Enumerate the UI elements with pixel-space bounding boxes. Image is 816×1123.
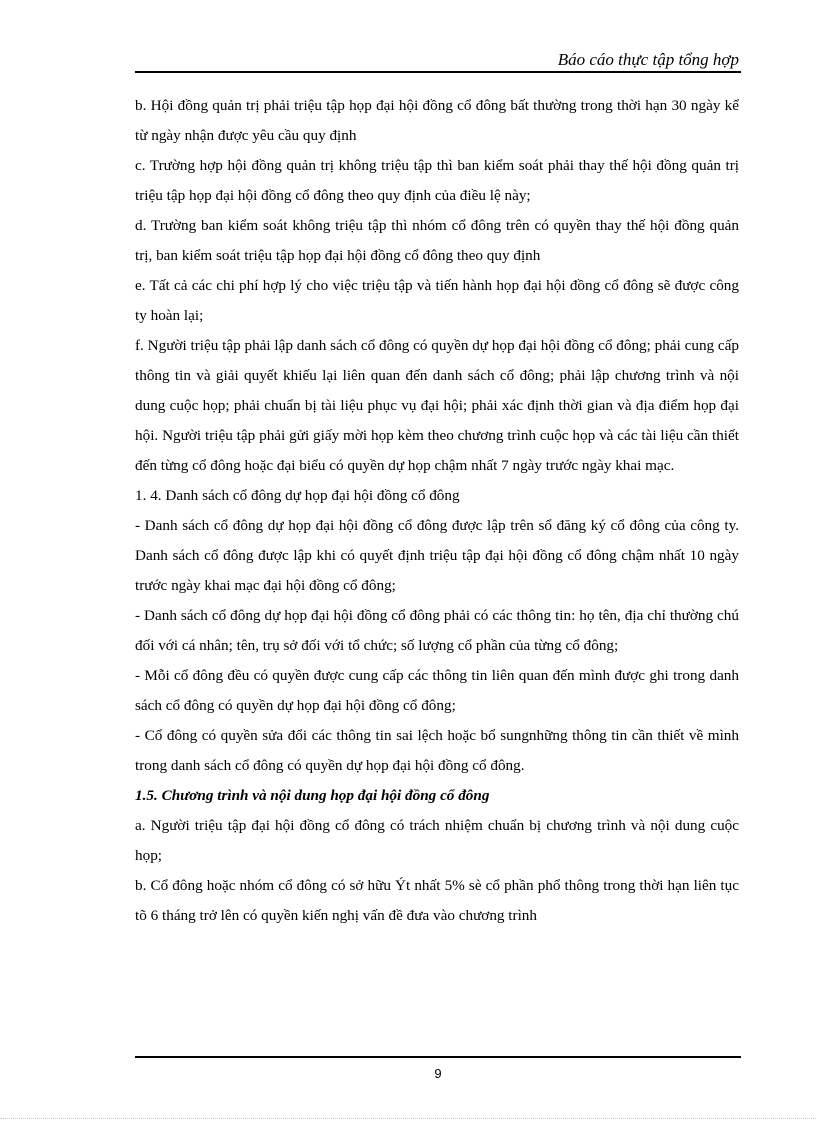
paragraph-d-shareholder-group: d. Trường ban kiểm soát không triệu tập thì nhóm cổ đông trên có quyền thay thế hội đồng quản trị, ban kiểm soát triệu tập họp đại hội đồng cổ đông theo quy định <box>135 217 739 264</box>
list-item-right-to-correct: - Cổ đông có quyền sửa đổi các thông tin sai lệch hoặc bổ sungnhững thông tin cần thiết về mình trong danh sách cổ đông có quyền dự họp đại hội đồng cổ đông. <box>135 727 739 774</box>
paragraph-e-costs: e. Tất cả các chi phí hợp lý cho việc triệu tập và tiến hành họp đại hội đồng cổ đông sẽ được công ty hoàn lại; <box>135 277 739 324</box>
footer-rule <box>135 1056 741 1058</box>
paragraph-b-agenda-proposal: b. Cổ đông hoặc nhóm cổ đông có sở hữu Ýt nhất 5% sè cổ phần phổ thông trong thời hạn liên tục tõ 6 tháng trở lên có quyền kiến nghị vấn đề đưa vào chương trình <box>135 877 739 924</box>
page-edge-divider <box>0 1118 816 1119</box>
paragraph-b-extraordinary-meeting: b. Hội đồng quản trị phải triệu tập họp đại hội đồng cổ đông bất thường trong thời hạn 30 ngày kể từ ngày nhận được yêu cầu quy định <box>135 97 739 144</box>
list-item-shareholder-register: - Danh sách cổ đông dự họp đại hội đồng cổ đông được lập trên sổ đăng ký cổ đông của công ty. Danh sách cổ đông được lập khi có quyết định triệu tập đại hội đồng cổ đông chậm nhất 10 ngày trước ngày khai mạc đại hội đồng cổ đông; <box>135 517 739 594</box>
paragraph-f-convener-duties: f. Người triệu tập phải lập danh sách cổ đông có quyền dự họp đại hội đồng cổ đông; phải cung cấp thông tin và giải quyết khiếu lại liên quan đến danh sách cổ đông; phải lập chương trình và nội dung cuộc họp; phải chuẩn bị tài liệu phục vụ đại hội; phải xác định thời gian và địa điểm họp đại hội. Người triệu tập phải gửi giấy mời họp kèm theo chương trình cuộc họp và các tài liệu cần thiết đến từng cổ đông hoặc đại biểu có quyền dự họp chậm nhất 7 ngày trước ngày khai mạc. <box>135 337 740 474</box>
list-item-required-info: - Danh sách cổ đông dự họp đại hội đồng cổ đông phải có các thông tin: họ tên, địa chỉ thường chú đối với cá nhân; tên, trụ sở đối với tổ chức; số lượng cổ phần của từng cổ đông; <box>135 607 739 654</box>
page-body <box>135 91 739 931</box>
section-1-5-heading: 1.5. Chương trình và nội dung họp đại hội đồng cổ đông <box>135 787 490 804</box>
running-header-title: Báo cáo thực tập tổng hợp <box>557 50 739 69</box>
subsection-1-4-title: 1. 4. Danh sách cổ đông dự họp đại hội đồng cổ đông <box>135 487 460 504</box>
paragraph-c-supervisory-board: c. Trường hợp hội đồng quản trị không triệu tập thì ban kiểm soát phải thay thế hội đồng quản trị triệu tập họp đại hội đồng cổ đông theo quy định của điều lệ này; <box>135 157 739 204</box>
paragraph-a-agenda-preparation: a. Người triệu tập đại hội đồng cổ đông có trách nhiệm chuẩn bị chương trình và nội dung cuộc họp; <box>135 817 739 864</box>
list-item-right-to-info: - Mỗi cổ đông đều có quyền được cung cấp các thông tin liên quan đến mình được ghi trong danh sách cổ đông có quyền dự họp đại hội đồng cổ đông; <box>135 667 739 714</box>
header-rule <box>135 71 741 73</box>
page-number: 9 <box>434 1066 442 1081</box>
